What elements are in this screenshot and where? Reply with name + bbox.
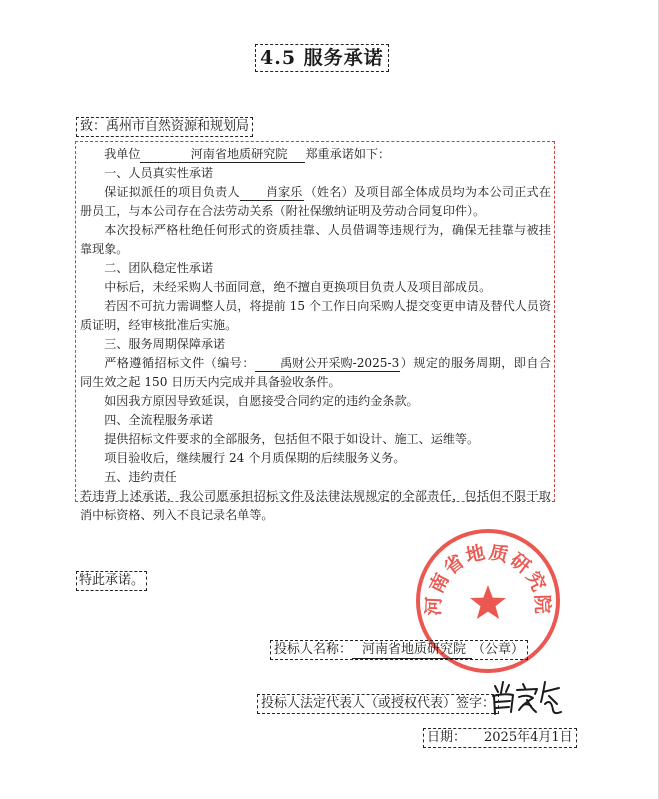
handwritten-signature — [487, 672, 567, 720]
section-3-paragraph-2: 如因我方原因导致延误，自愿接受合同约定的违约金条款。 — [104, 394, 419, 408]
closing-statement: 特此承诺。 — [76, 571, 147, 591]
section-2-heading: 二、团队稳定性承诺 — [104, 261, 214, 275]
intro-suffix: 郑重承诺如下： — [305, 147, 391, 161]
section-4-paragraph-1: 提供招标文件要求的全部服务，包括但不限于如设计、施工、运维等。 — [104, 432, 480, 446]
bidder-name: 河南省地质研究院 — [352, 642, 472, 659]
section-5-heading: 五、违约责任 — [104, 470, 177, 484]
date-label: 日期： — [427, 730, 467, 745]
intro-prefix: 我单位 — [104, 147, 141, 161]
section-4-heading: 四、全流程服务承诺 — [104, 413, 214, 427]
project-leader-name: 肖家乐 — [240, 185, 304, 201]
section-2-paragraph-2: 若因不可抗力需调整人员，将提前 15 个工作日向采购人提交变更申请及替代人员资质证明，经审核批准后实施。 — [80, 299, 551, 332]
intro-paragraph — [80, 145, 551, 164]
tender-code: 禹财公开采购-2025-3 — [255, 356, 400, 372]
bidder-seal-note: （公章） — [472, 642, 525, 657]
s1-text-b: （姓名）及项目部全体成员均为本公司正式在册员工，与本公司存在合法劳动关系（附社保缴纳证明及劳动合同复印件）。 — [80, 185, 551, 218]
s1-text-a: 保证拟派任的项目负责人 — [104, 185, 240, 199]
section-1-paragraph-2: 本次投标严格杜绝任何形式的资质挂靠、人员借调等违规行为，确保无挂靠与被挂靠现象。 — [80, 223, 551, 256]
page-title: 4.5 服务承诺 — [255, 44, 389, 72]
s3-text-a: 严格遵循招标文件（编号： — [104, 356, 255, 370]
date-value: 2025年4月1日 — [484, 730, 573, 745]
section-3-paragraph-1 — [80, 354, 551, 392]
bidder-label: 投标人名称： — [274, 642, 353, 657]
section-1-heading: 一、人员真实性承诺 — [104, 166, 214, 180]
seal-star-icon — [470, 585, 506, 619]
unit-name-field: 河南省地质研究院 — [140, 147, 305, 163]
representative-row — [257, 694, 499, 714]
seal-text: 河南省地质研究院 — [422, 541, 554, 616]
signature-svg — [487, 672, 567, 720]
section-4-paragraph-2: 项目验收后，继续履行 24 个月质保期的后续服务义务。 — [104, 451, 406, 465]
bidder-name-row — [270, 640, 528, 660]
commitment-body — [75, 141, 555, 522]
section-1-paragraph-1 — [80, 183, 551, 221]
s3-text-b: ）规定的服务周期，即自合同生效之起 150 日历天内完成并具备验收条件。 — [80, 356, 551, 389]
section-2-paragraph-1: 中标后，未经采购人书面同意，绝不擅自更换项目负责人及项目部成员。 — [104, 280, 492, 294]
representative-label: 投标人法定代表人（或授权代表）签字： — [261, 696, 496, 711]
section-5-paragraph-1: 若违背上述承诺，我公司愿承担招标文件及法律法规规定的全部责任，包括但不限于取消中标资格、列入不良记录名单等。 — [80, 489, 551, 522]
date-row — [423, 728, 577, 748]
addressee: 致：禹州市自然资源和规划局 — [76, 117, 253, 137]
section-3-heading: 三、服务周期保障承诺 — [104, 337, 226, 351]
